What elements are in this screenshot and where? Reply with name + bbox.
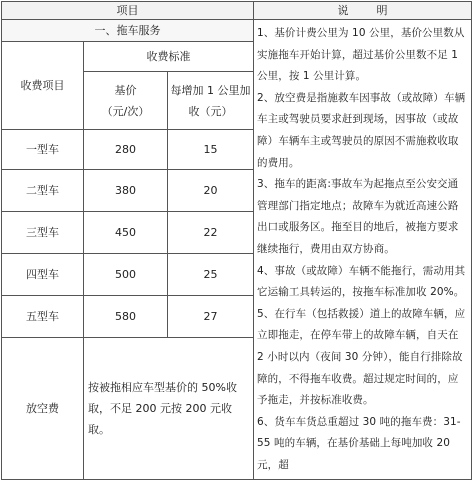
- notes-column-header: 说 明: [254, 2, 472, 20]
- vehicle-type: 五型车: [2, 296, 84, 338]
- note-item: 3、拖车的距离:事故车为起拖点至公安交通管理部门指定地点；故障车为就近高速公路出口或服务区。拖至目的地后，被拖方要求继续拖行，费用由双方协商。: [257, 178, 459, 255]
- section-title: 一、拖车服务: [2, 20, 254, 42]
- per-km-label: 每增加 1 公里加收（元）: [168, 72, 254, 130]
- note-item: 6、货车车货总重超过 30 吨的拖车费：31-55 吨的车辆，在基价基础上每吨加收 20 元，超: [257, 415, 461, 471]
- charge-item-label: 收费项目: [2, 42, 84, 130]
- items-column-header: 项目: [2, 2, 254, 20]
- base-price-label: 基价 （元/次）: [84, 72, 168, 130]
- per-km-price: 20: [168, 170, 254, 212]
- note-item: 5、在行车（包括救援）道上的故障车辆，应立即拖走，在停车带上的故障车辆，自天在 2 小时以内（夜间 30 分钟），能自行排除故障的，不得拖车收费。超过规定时间的，应予拖走，并按标准收费。: [257, 307, 466, 407]
- vehicle-type: 二型车: [2, 170, 84, 212]
- base-price: 580: [84, 296, 168, 338]
- note-item: 1、基价计费公里为 10 公里，基价公里数从实施拖车开始计算，超过基价公里数不足 1 公里，按 1 公里计算。: [257, 27, 465, 83]
- base-price: 280: [84, 130, 168, 170]
- note-item: 2、放空费是指施救车因事故（或故障）车辆车主或驾驶员要求赶到现场，因事故（或故障）车辆车主或驾驶员的原因不需施救收取的费用。: [257, 91, 466, 169]
- base-price: 380: [84, 170, 168, 212]
- base-price: 500: [84, 254, 168, 296]
- empty-run-text: 按被拖相应车型基价的 50%收取，不足 200 元按 200 元收取。: [84, 338, 254, 480]
- per-km-price: 25: [168, 254, 254, 296]
- per-km-price: 22: [168, 212, 254, 254]
- per-km-price: 27: [168, 296, 254, 338]
- section-row: [2, 20, 472, 42]
- towing-fee-table: [1, 1, 472, 480]
- empty-run-label: 放空费: [2, 338, 84, 480]
- per-km-price: 15: [168, 130, 254, 170]
- base-price: 450: [84, 212, 168, 254]
- header-row: [2, 2, 472, 20]
- vehicle-type: 四型车: [2, 254, 84, 296]
- vehicle-type: 三型车: [2, 212, 84, 254]
- note-item: 4、事故（或故障）车辆不能拖行，需动用其它运输工具转运的，按拖车标准加收 20%。: [257, 264, 466, 299]
- notes-cell: [254, 20, 472, 480]
- charge-standard-label: 收费标准: [84, 42, 254, 72]
- vehicle-type: 一型车: [2, 130, 84, 170]
